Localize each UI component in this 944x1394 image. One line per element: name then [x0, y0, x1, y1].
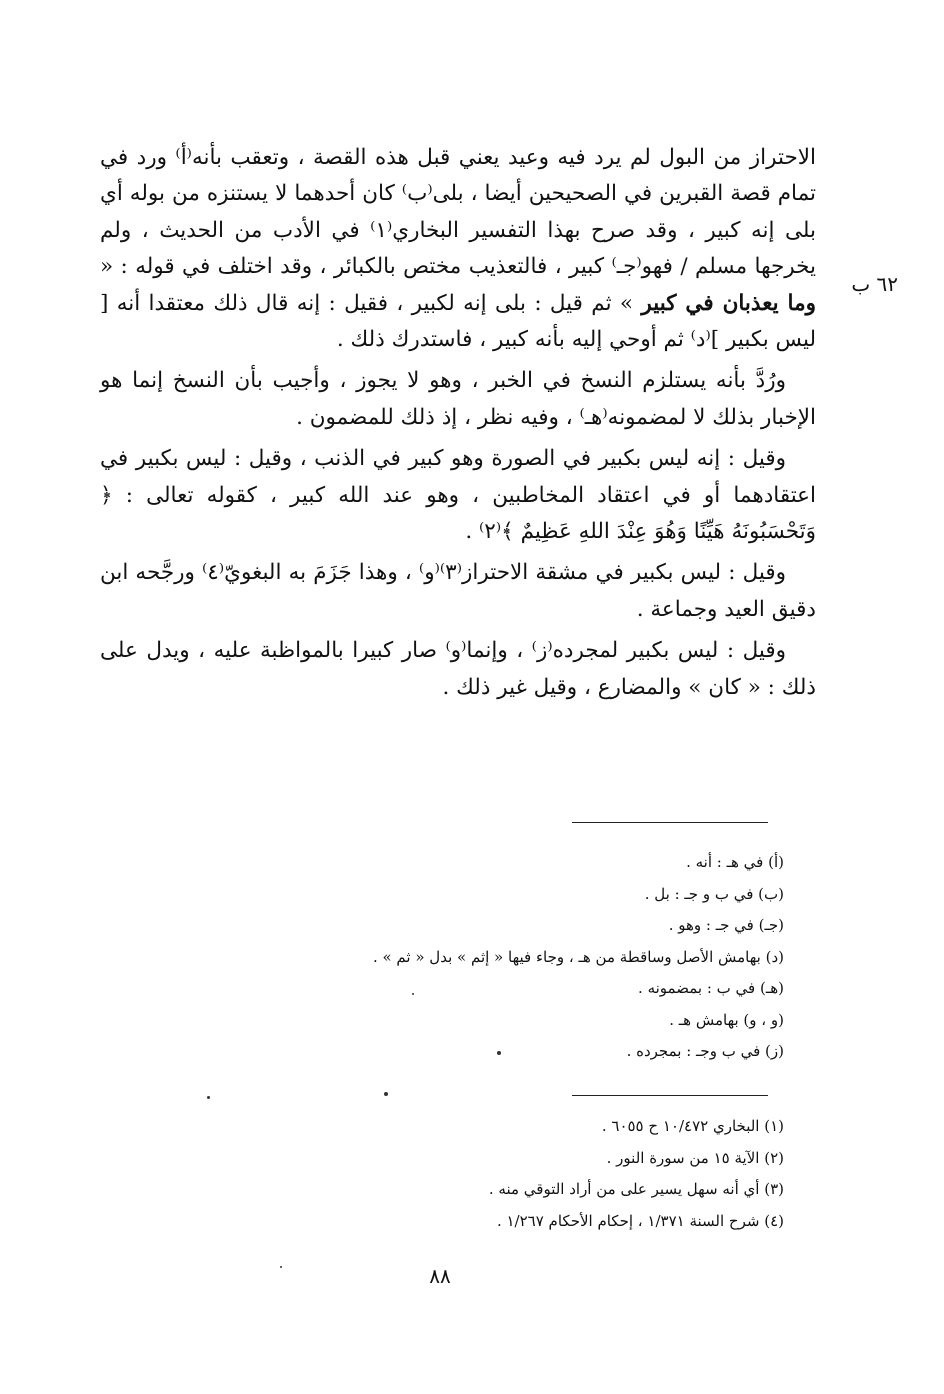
source-note: (١) البخاري ١٠/٤٧٢ ح ٦٠٥٥ . [601, 1117, 784, 1135]
footnote-separator [572, 1095, 768, 1096]
paragraph-text-continued: » ثم قيل : بلى إنه لكبير ، فقيل : إنه قال ذلك معتقدا أنه [ ليس بكبير ]⁽د⁾ ثم أوحي إليه بأنه كبير ، فاستدرك ذلك . [100, 290, 816, 353]
variant-note: (و ، و) بهامش هـ . [669, 1010, 784, 1029]
variant-note: (ب) في ب و جـ : بل . [644, 884, 784, 903]
footnote-separator [572, 822, 768, 823]
main-text [100, 140, 816, 711]
hadith-quote: وما يعذبان في كبير [641, 290, 816, 316]
paragraph-3: وقيل : إنه ليس بكبير في الصورة وهو كبير في الذنب ، وقيل : ليس بكبير في اعتقادهما أو في اعتقاد المخاطبين ، وهو عند الله كبير ، كقوله تعالى : ﴿ وَتَحْسَبُونَهُ هَيِّنًا وَهُوَ عِنْدَ اللهِ عَظِيمٌ ﴾⁽٢⁾ . [100, 446, 816, 545]
scan-speck [412, 993, 414, 995]
variant-note: (هـ) في ب : بمضمونه . [638, 979, 784, 997]
variant-note: (أ) في هـ : أنه . [686, 853, 784, 871]
scan-speck [207, 1096, 210, 1099]
paragraph-5: وقيل : ليس بكبير لمجرده⁽ز⁾ ، وإنما⁽و⁾ صار كبيرا بالمواظبة عليه ، ويدل على ذلك : « كان » والمضارع ، وقيل غير ذلك . [100, 638, 816, 700]
variant-note: (جـ) في جـ : وهو . [668, 916, 784, 934]
variant-note: (د) بهامش الأصل وساقطة من هـ ، وجاء فيها « إثم » بدل « ثم » . [372, 947, 784, 966]
page-number: ٨٨ [429, 1264, 451, 1288]
paragraph-2: ورُدَّ بأنه يستلزم النسخ في الخبر ، وهو لا يجوز ، وأجيب بأن النسخ إنما هو الإخبار بذلك لا لمضمونه⁽هـ⁾ ، وفيه نظر ، إذ ذلك للمضمون . [100, 368, 816, 430]
scan-speck [384, 1092, 388, 1096]
paragraph-1 [100, 140, 816, 358]
paragraph-4: وقيل : ليس بكبير في مشقة الاحتراز⁽٣⁾⁽و⁾ ، وهذا جَزَمَ به البغويّ⁽٤⁾ ورجَّحه ابن دقيق العيد وجماعة . [100, 560, 816, 622]
source-notes [100, 1111, 784, 1237]
variant-notes [100, 847, 784, 1068]
source-note: (٢) الآية ١٥ من سورة النور . [606, 1148, 784, 1167]
manuscript-folio-marker: ٦٢ ب [851, 272, 898, 296]
paragraph-text: الاحتراز من البول لم يرد فيه وعيد يعني قبل هذه القصة ، وتعقب بأنه⁽أ⁾ ورد في تمام قصة القبرين في الصحيحين أيضا ، بلى⁽ب⁾ كان أحدهما لا يستنزه من بوله أي بلى إنه كبير ، وقد صرح بهذا التفسير البخاري⁽١⁾ في الأدب من الحديث ، ولم يخرجها مسلم / فهو⁽جـ⁾ كبير ، فالتعذيب مختص بالكبائر ، وقد اختلف في قوله : « [100, 145, 816, 280]
scan-speck [280, 1266, 282, 1268]
variant-note: (ز) في ب وجـ : بمجرده . [626, 1042, 784, 1060]
source-note: (٤) شرح السنة ١/٣٧١ ، إحكام الأحكام ١/٢٦٧ . [496, 1211, 784, 1230]
source-note: (٣) أي أنه سهل يسير على من أراد التوقي منه . [488, 1180, 784, 1198]
scan-speck [497, 1051, 501, 1055]
